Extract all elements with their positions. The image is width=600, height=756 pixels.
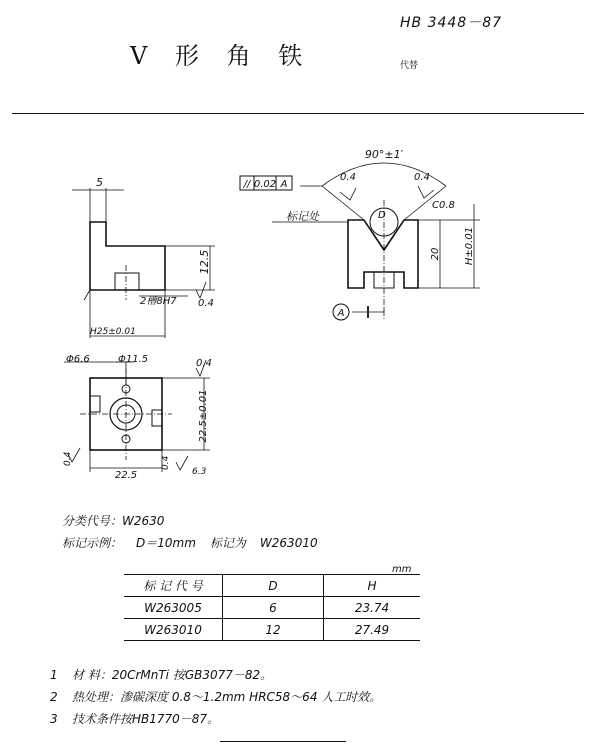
- note-item: [50, 664, 381, 686]
- side-chamfer: C0.8: [432, 200, 455, 211]
- marking-label: 标记示例：: [62, 536, 123, 550]
- top-hole-large: Φ11.5: [118, 354, 149, 365]
- standard-number: HB 3448－87: [400, 15, 503, 31]
- classification-label: 分类代号：: [62, 514, 123, 528]
- note-number: 1: [50, 668, 58, 682]
- note-item: [50, 686, 381, 708]
- side-dia-label: D: [378, 210, 386, 221]
- front-dim-top: 5: [96, 176, 103, 189]
- flatness-symbol: //: [243, 179, 251, 190]
- header-divider: [12, 113, 584, 114]
- datum-label: A: [337, 308, 345, 319]
- note-text: 材 料：20CrMnTi 按GB3077－82。: [72, 668, 273, 682]
- cell-d: 6: [223, 597, 324, 619]
- marking-value: W263010: [259, 536, 318, 550]
- front-view: [72, 188, 215, 338]
- technical-notes: [50, 664, 381, 730]
- note-text: 技术条件按HB1770－87。: [72, 712, 220, 726]
- note-item: [50, 708, 381, 730]
- top-roughness-bottom: 0.4: [161, 455, 171, 470]
- note-text: 热处理：渗碳深度 0.8～1.2mm HRC58～64 人工时效。: [72, 690, 382, 704]
- marking-as: 标记为: [209, 536, 246, 550]
- datum-ref: A: [280, 179, 288, 190]
- top-dim-bottom: 22.5: [114, 470, 138, 481]
- cell-mark-code: W263005: [124, 597, 223, 619]
- marking-example: D＝10mm: [136, 536, 196, 550]
- front-dim-bottom: H25±0.01: [90, 327, 136, 337]
- technical-drawing: [0, 130, 600, 510]
- cell-h: 23.74: [324, 597, 421, 619]
- top-roughness-left: 0.4: [63, 451, 73, 466]
- front-dim-height: 12.5: [198, 249, 211, 275]
- front-roughness: 0.4: [198, 298, 214, 309]
- top-view: [64, 360, 210, 472]
- marking-example-line: [62, 534, 332, 551]
- table-unit: mm: [392, 564, 412, 575]
- note-number: 2: [50, 690, 58, 704]
- top-roughness-bottom-sym: 6.3: [192, 467, 207, 477]
- cell-mark-code: W263010: [124, 619, 223, 641]
- cell-d: 12: [223, 619, 324, 641]
- page-title: V 形 角 铁: [130, 42, 313, 70]
- side-roughness-left: 0.4: [340, 172, 356, 183]
- header-mark-code: 标 记 代 号: [124, 575, 223, 597]
- table-header-row: [124, 575, 420, 597]
- side-dim-h: H±0.01: [464, 226, 475, 266]
- side-dim-20: 20: [430, 247, 441, 261]
- spec-table: [124, 574, 420, 641]
- flatness-value: 0.02: [253, 179, 277, 190]
- table-row: [124, 619, 420, 641]
- header-d: D: [223, 575, 324, 597]
- side-roughness-right: 0.4: [414, 172, 430, 183]
- replaces-label: 代替: [400, 61, 419, 71]
- classification-value: W2630: [122, 514, 165, 528]
- table-row: [124, 597, 420, 619]
- cell-h: 27.49: [324, 619, 421, 641]
- mark-location-label: 标记处: [286, 210, 319, 223]
- classification-line: [62, 512, 164, 529]
- top-dim-right: 22.5±0.01: [198, 389, 209, 443]
- side-angle: 90°±1′: [364, 148, 404, 161]
- front-hole-callout: 2槽8H7: [140, 296, 177, 307]
- header-h: H: [324, 575, 421, 597]
- footer-rule: [220, 741, 346, 742]
- top-hole-small: Φ6.6: [66, 354, 90, 365]
- top-roughness-top: 0.4: [196, 358, 212, 369]
- note-number: 3: [50, 712, 58, 726]
